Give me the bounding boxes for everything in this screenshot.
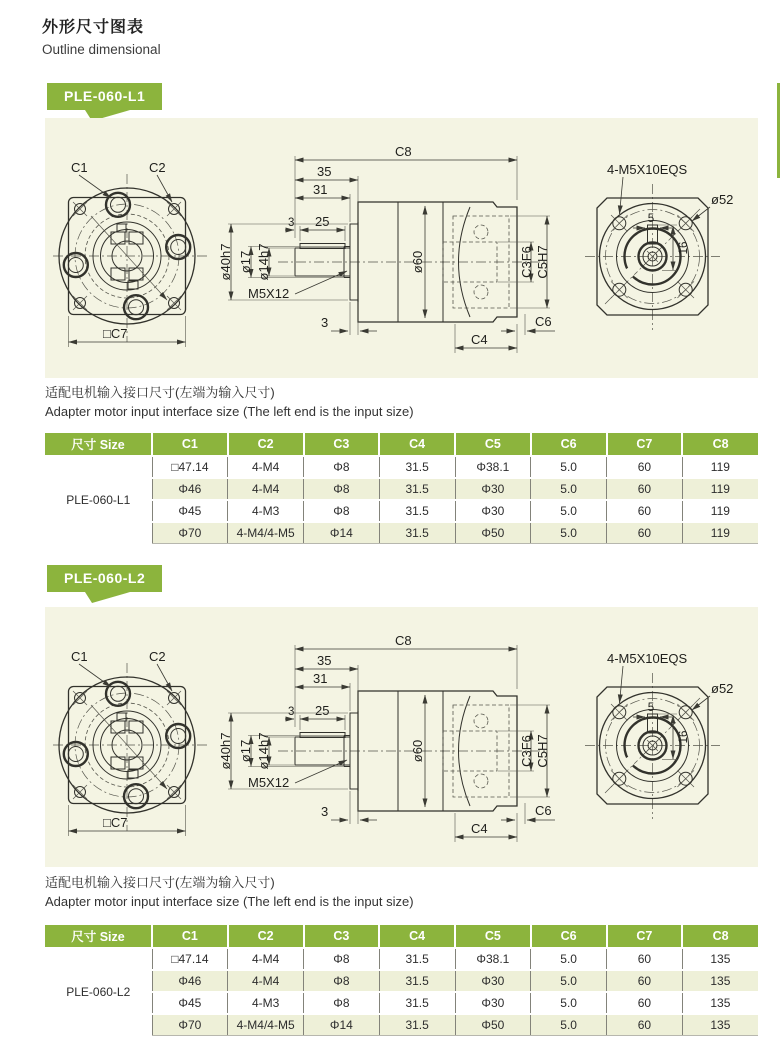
table-cell: 5.0 <box>531 478 607 500</box>
col-header-c6: C6 <box>531 925 607 948</box>
table-cell: 4-M4 <box>228 948 304 970</box>
table-cell: 31.5 <box>379 948 455 970</box>
table-cell: 4-M4/4-M5 <box>228 522 304 544</box>
table-cell: □47.14 <box>152 456 228 478</box>
table-cell: 31.5 <box>379 992 455 1014</box>
table-cell: 31.5 <box>379 970 455 992</box>
note-zh: 适配电机输入接口尺寸(左端为输入尺寸) <box>45 385 275 400</box>
table-cell: 60 <box>607 456 683 478</box>
table-cell: Φ8 <box>304 456 380 478</box>
table-cell: Φ8 <box>304 992 380 1014</box>
table-cell: 60 <box>607 1014 683 1036</box>
table-cell: 135 <box>682 970 758 992</box>
table-cell: 119 <box>682 522 758 544</box>
table-cell: 5.0 <box>531 948 607 970</box>
note-en: Adapter motor input interface size (The left end is the input size) <box>45 404 414 419</box>
table-row <box>45 500 758 522</box>
col-header-c6: C6 <box>531 433 607 456</box>
col-header-c7: C7 <box>607 433 683 456</box>
col-header-c2: C2 <box>228 433 304 456</box>
table-cell: 135 <box>682 992 758 1014</box>
table-cell: 5.0 <box>531 970 607 992</box>
table-cell: Φ14 <box>304 522 380 544</box>
col-header-c8: C8 <box>682 925 758 948</box>
note-block <box>45 873 414 911</box>
table-cell: Φ30 <box>455 992 531 1014</box>
table-cell: 60 <box>607 522 683 544</box>
table-row <box>45 522 758 544</box>
drawing-panel-l2 <box>45 607 758 867</box>
table-header-row <box>45 433 758 456</box>
table-cell: 4-M3 <box>228 500 304 522</box>
table-cell: Φ46 <box>152 970 228 992</box>
table-cell: 4-M4 <box>228 970 304 992</box>
table-cell: 60 <box>607 992 683 1014</box>
drawing-panel-l1 <box>45 118 758 378</box>
table-cell: Φ50 <box>455 1014 531 1036</box>
table-cell: 119 <box>682 500 758 522</box>
table-cell: 31.5 <box>379 522 455 544</box>
table-cell: 31.5 <box>379 456 455 478</box>
table-cell: 5.0 <box>531 992 607 1014</box>
col-header-c2: C2 <box>228 925 304 948</box>
col-header-c7: C7 <box>607 925 683 948</box>
table-cell: Φ38.1 <box>455 948 531 970</box>
table-cell: 4-M4 <box>228 456 304 478</box>
table-cell: 31.5 <box>379 478 455 500</box>
col-header-c1: C1 <box>152 925 228 948</box>
table-row <box>45 948 758 970</box>
col-header-c3: C3 <box>304 433 380 456</box>
table-cell: 60 <box>607 948 683 970</box>
col-header-c3: C3 <box>304 925 380 948</box>
table-cell: Φ30 <box>455 478 531 500</box>
table-cell: Φ30 <box>455 500 531 522</box>
table-cell: 60 <box>607 970 683 992</box>
col-header-c4: C4 <box>379 925 455 948</box>
table-cell: Φ30 <box>455 970 531 992</box>
table-cell: 31.5 <box>379 500 455 522</box>
table-cell: 31.5 <box>379 1014 455 1036</box>
table-cell: Φ38.1 <box>455 456 531 478</box>
table-cell: 5.0 <box>531 522 607 544</box>
table-cell: Φ45 <box>152 992 228 1014</box>
table-cell: 135 <box>682 1014 758 1036</box>
table-cell: 5.0 <box>531 456 607 478</box>
technical-drawing-l1 <box>45 118 758 378</box>
col-header-size: 尺寸 Size <box>45 433 152 456</box>
table-cell: 135 <box>682 948 758 970</box>
table-row <box>45 1014 758 1036</box>
table-cell: Φ70 <box>152 1014 228 1036</box>
table-cell: Φ8 <box>304 948 380 970</box>
table-cell: 5.0 <box>531 1014 607 1036</box>
model-cell: PLE-060-L2 <box>45 948 152 1036</box>
note-en: Adapter motor input interface size (The left end is the input size) <box>45 894 414 909</box>
table-cell: □47.14 <box>152 948 228 970</box>
col-header-c4: C4 <box>379 433 455 456</box>
table-cell: 4-M4 <box>228 478 304 500</box>
table-cell: 119 <box>682 456 758 478</box>
col-header-c8: C8 <box>682 433 758 456</box>
technical-drawing-l2 <box>45 607 758 867</box>
col-header-size: 尺寸 Size <box>45 925 152 948</box>
page-subtitle: Outline dimensional <box>42 42 161 57</box>
table-header-row <box>45 925 758 948</box>
table-cell: 60 <box>607 500 683 522</box>
table-cell: Φ46 <box>152 478 228 500</box>
model-badge-l2: PLE-060-L2 <box>47 565 162 592</box>
note-block <box>45 383 414 421</box>
table-cell: 4-M4/4-M5 <box>228 1014 304 1036</box>
table-row <box>45 970 758 992</box>
table-row <box>45 992 758 1014</box>
table-cell: 60 <box>607 478 683 500</box>
col-header-c5: C5 <box>455 433 531 456</box>
table-cell: Φ70 <box>152 522 228 544</box>
model-badge-l1: PLE-060-L1 <box>47 83 162 110</box>
table-cell: Φ50 <box>455 522 531 544</box>
dimension-table-l1 <box>45 433 758 544</box>
table-cell: Φ8 <box>304 500 380 522</box>
table-row <box>45 478 758 500</box>
table-cell: Φ8 <box>304 970 380 992</box>
table-cell: 5.0 <box>531 500 607 522</box>
table-cell: 4-M3 <box>228 992 304 1014</box>
col-header-c5: C5 <box>455 925 531 948</box>
page-title: 外形尺寸图表 <box>42 19 145 36</box>
dimension-table-l2 <box>45 925 758 1036</box>
table-cell: 119 <box>682 478 758 500</box>
table-cell: Φ14 <box>304 1014 380 1036</box>
model-cell: PLE-060-L1 <box>45 456 152 544</box>
note-zh: 适配电机输入接口尺寸(左端为输入尺寸) <box>45 875 275 890</box>
table-row <box>45 456 758 478</box>
col-header-c1: C1 <box>152 433 228 456</box>
table-cell: Φ8 <box>304 478 380 500</box>
table-cell: Φ45 <box>152 500 228 522</box>
